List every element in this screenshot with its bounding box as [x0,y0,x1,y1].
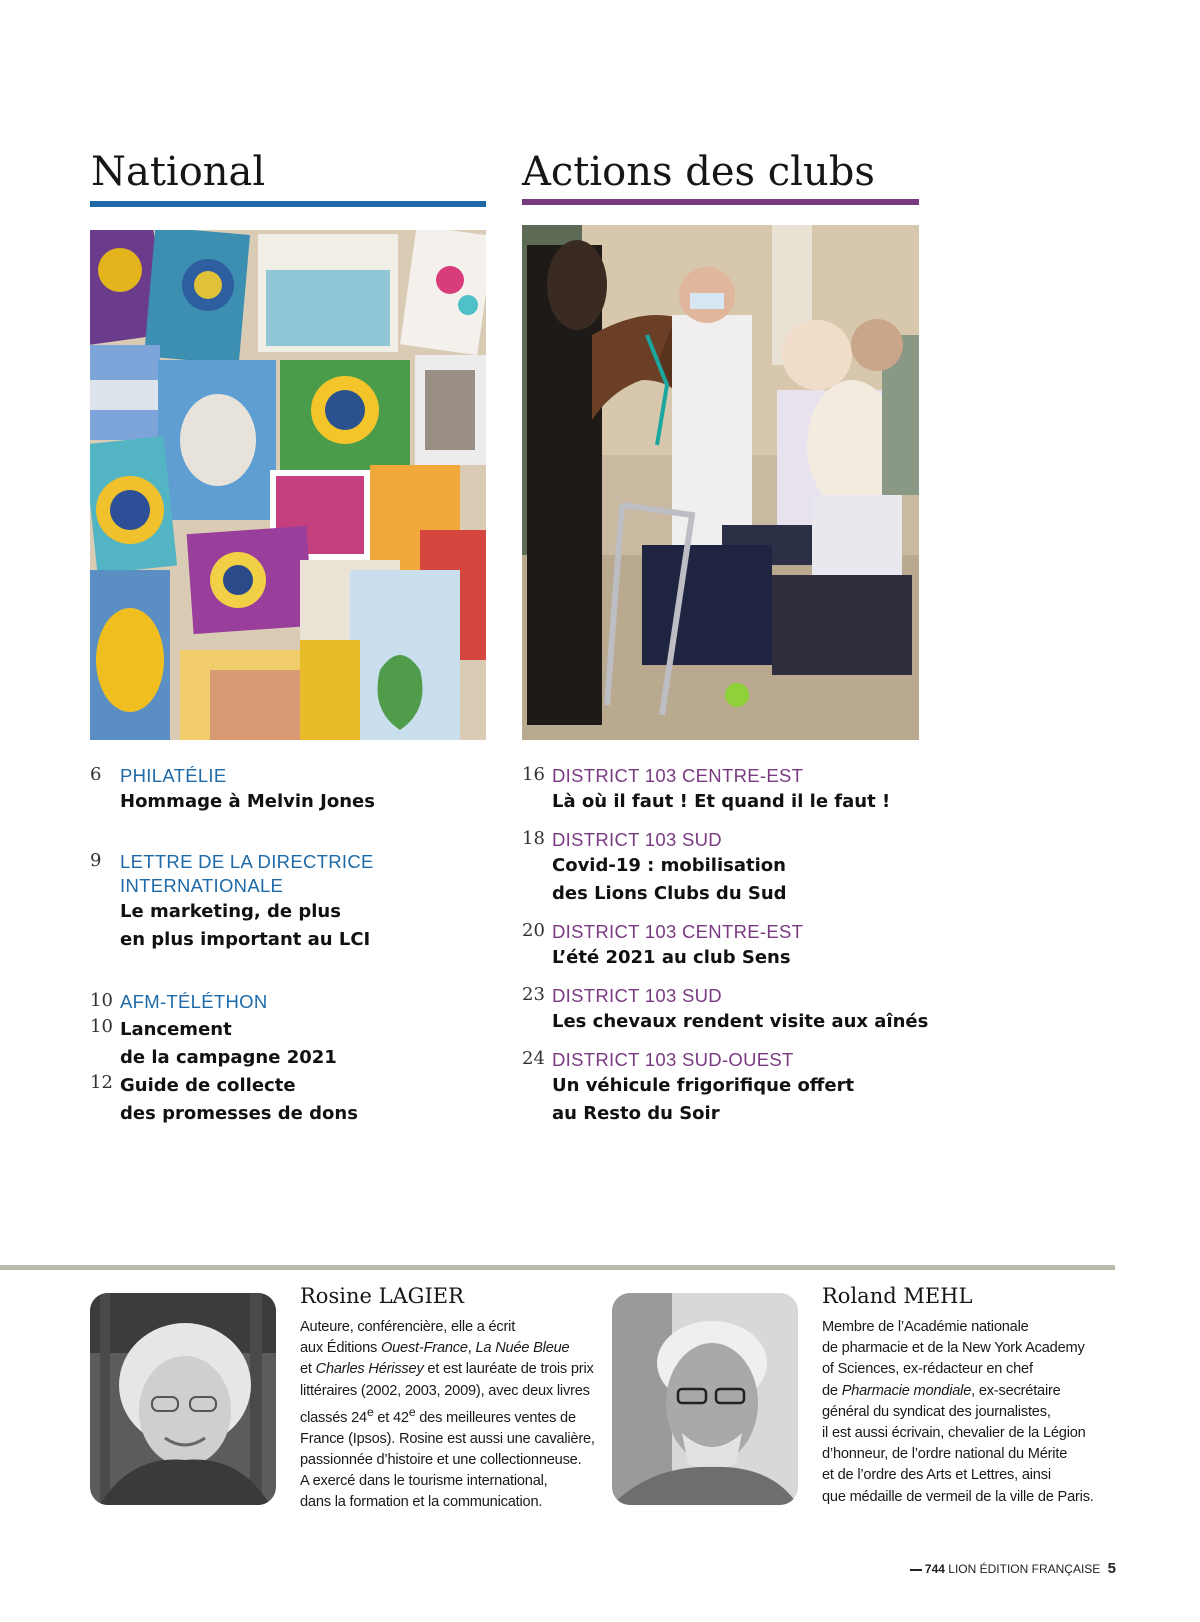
author-name: Rosine LAGIER [300,1284,464,1308]
bio-line: d’honneur, de l’ordre national du Mérite [822,1446,1068,1463]
toc-title: en plus important au LCI [120,929,371,950]
toc-page-number: 20 [522,920,545,941]
bio-line: A exercé dans le tourisme international, [300,1473,548,1490]
author-name: Roland MEHL [822,1284,973,1308]
toc-category: PHILATÉLIE [120,765,227,786]
author-bio-text [300,1317,600,1514]
toc-category: DISTRICT 103 SUD-OUEST [552,1049,794,1070]
toc-entry[interactable] [90,764,490,816]
issue-number: 744 [924,1562,945,1576]
toc-page-number: 16 [522,764,545,785]
toc-page-number: 6 [90,764,102,785]
toc-category: DISTRICT 103 CENTRE-EST [552,765,804,786]
toc-entry[interactable] [522,764,942,816]
bio-line: aux Éditions Ouest-France, La Nuée Bleue [300,1340,570,1357]
toc-entry[interactable] [90,850,490,954]
toc-entry[interactable] [522,920,942,972]
toc-title: des Lions Clubs du Sud [552,883,787,904]
toc-title: au Resto du Soir [552,1103,720,1124]
bio-line: Membre de l’Académie nationale [822,1319,1029,1335]
bio-line: littéraires (2002, 2003, 2009), avec deux livres [300,1382,590,1399]
bio-line: Auteure, conférencière, elle a écrit [300,1319,516,1335]
bio-line: de pharmacie et de la New York Academy [822,1340,1085,1357]
toc-entry[interactable] [522,828,942,908]
toc-page-number: 10 [90,1016,113,1037]
footer-dash [910,1569,922,1571]
publication-name: LION ÉDITION FRANÇAISE [948,1562,1101,1576]
toc-category: DISTRICT 103 CENTRE-EST [552,921,804,942]
toc-page-number: 18 [522,828,545,849]
bio-line: que médaille de vermeil de la ville de Paris. [822,1488,1094,1505]
bio-line: et de l’ordre des Arts et Lettres, ainsi [822,1467,1051,1484]
toc-page-number: 10 [90,990,113,1011]
section-rule-clubs [522,199,919,205]
toc-entry[interactable] [522,984,942,1036]
author-portrait-roland [612,1293,798,1505]
bio-line: de Pharmacie mondiale, ex-secrétaire [822,1382,1061,1399]
toc-page-number: 23 [522,984,545,1005]
section-title-national: National [91,149,266,195]
toc-category: DISTRICT 103 SUD [552,985,722,1006]
toc-page-number: 24 [522,1048,545,1069]
toc-title: Guide de collecte [120,1075,296,1096]
toc-category: INTERNATIONALE [120,875,284,896]
toc-title: Hommage à Melvin Jones [120,791,375,812]
author-bio-text [822,1317,1122,1508]
bio-line: classés 24e et 42e des meilleures ventes de [300,1404,576,1426]
toc-clubs [522,764,942,1128]
section-title-clubs: Actions des clubs [522,149,875,195]
toc-page-number: 9 [90,850,102,871]
authors-divider [0,1265,1115,1270]
toc-title: Les chevaux rendent visite aux aînés [552,1011,929,1032]
toc-entry[interactable] [90,990,490,1014]
horse-visit-photo [522,225,919,740]
author-portrait-rosine [90,1293,276,1505]
bio-line: général du syndicat des journalistes, [822,1403,1051,1420]
toc-title: Là où il faut ! Et quand il le faut ! [552,791,891,812]
page-footer [910,1560,1116,1577]
toc-title: Le marketing, de plus [120,901,341,922]
toc-category: LETTRE DE LA DIRECTRICE [120,851,374,872]
toc-category: AFM-TÉLÉTHON [120,991,268,1012]
page-number: 5 [1107,1560,1116,1577]
bio-line: et Charles Hérissey et est lauréate de trois prix [300,1361,594,1378]
toc-national [90,764,490,1128]
toc-title: L’été 2021 au club Sens [552,947,791,968]
toc-category: DISTRICT 103 SUD [552,829,722,850]
toc-sub-entry[interactable] [90,1016,490,1072]
toc-title: Un véhicule frigorifique offert [552,1075,855,1096]
author-bio-rosine [300,1283,600,1514]
toc-entry[interactable] [522,1048,942,1128]
toc-title: Covid-19 : mobilisation [552,855,786,876]
bio-line: dans la formation et la communication. [300,1494,543,1511]
section-rule-national [90,201,486,207]
author-bio-roland [822,1283,1122,1508]
bio-line: of Sciences, ex-rédacteur en chef [822,1361,1033,1378]
toc-page-number: 12 [90,1072,113,1093]
bio-line: passionnée d’histoire et une collectionneuse. [300,1452,582,1469]
toc-sub-entry[interactable] [90,1072,490,1128]
stamps-collage-image [90,230,486,740]
toc-title: de la campagne 2021 [120,1047,337,1068]
toc-title: des promesses de dons [120,1103,358,1124]
toc-title: Lancement [120,1019,232,1040]
bio-line: il est aussi écrivain, chevalier de la Légion [822,1425,1086,1442]
bio-line: France (Ipsos). Rosine est aussi une cavalière, [300,1430,595,1447]
